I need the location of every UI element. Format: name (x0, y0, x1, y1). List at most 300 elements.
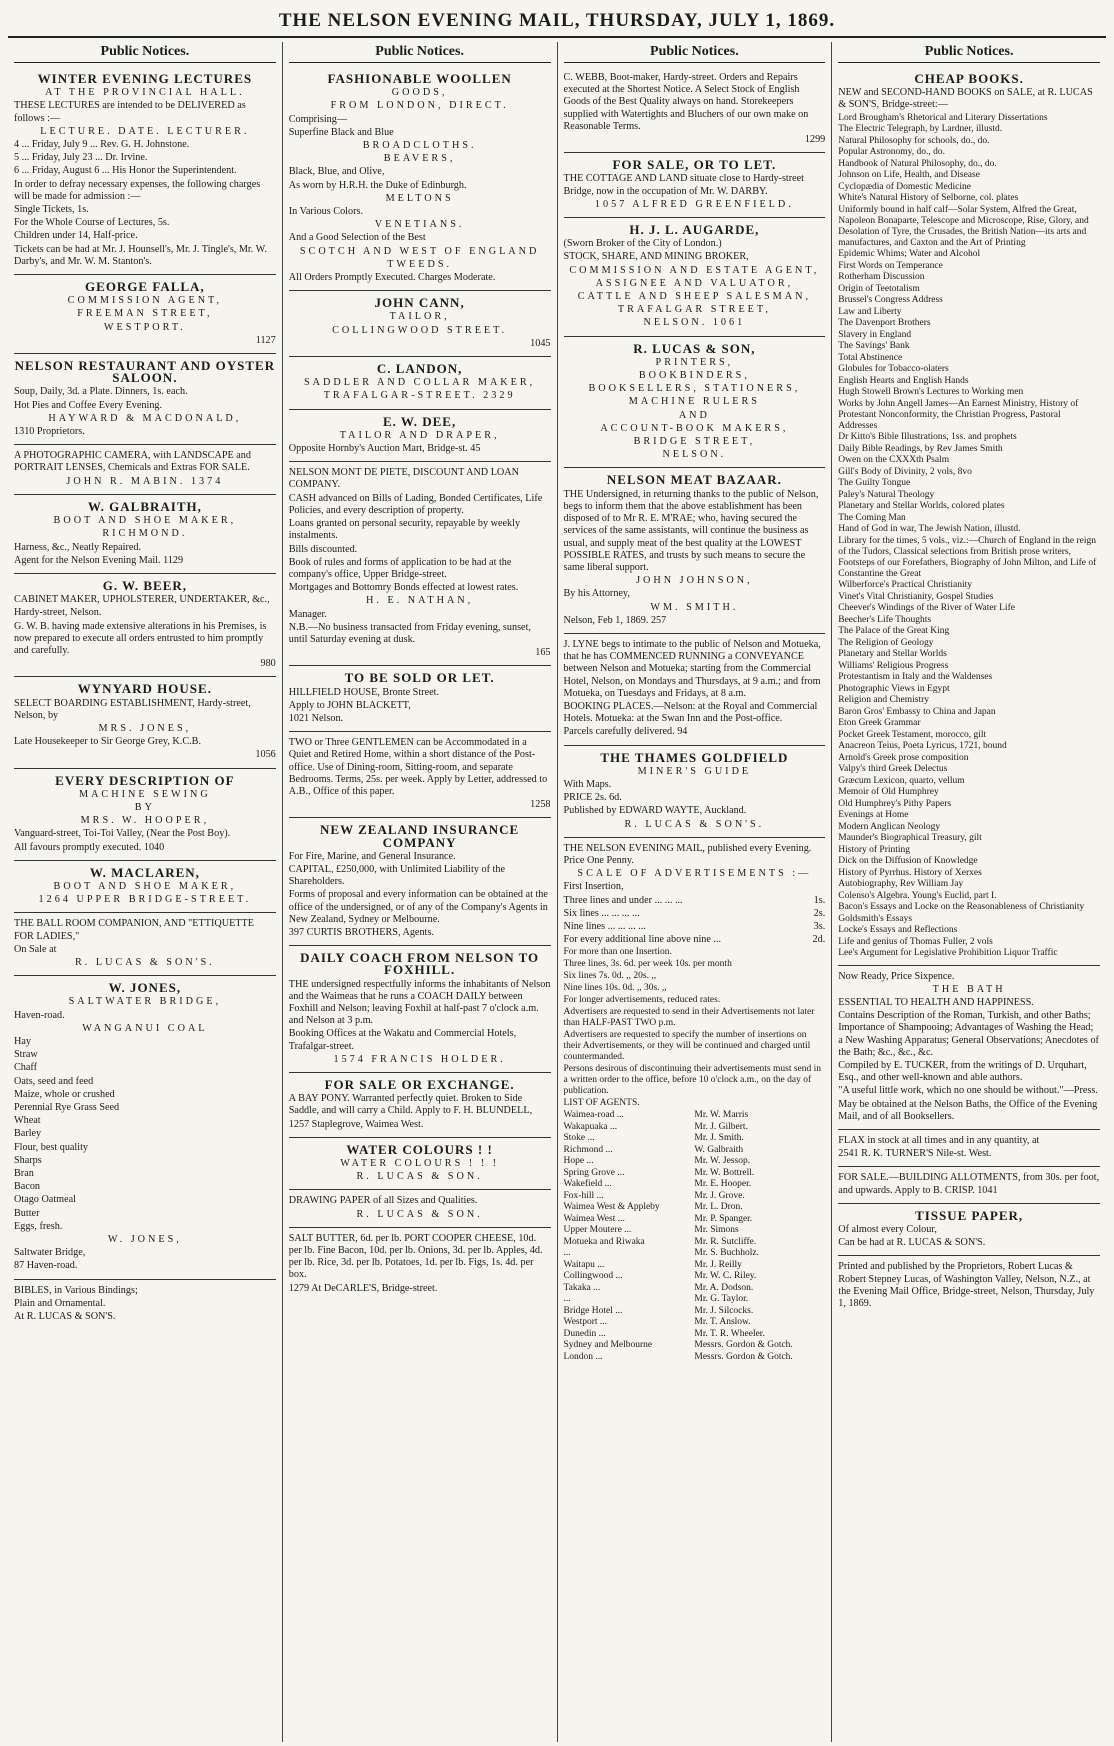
ad-line: JOHN CANN, (374, 295, 465, 311)
advertisement (838, 1130, 1100, 1167)
ad-line: LIST OF AGENTS. (563, 1098, 640, 1109)
book-item: The Palace of the Great King (838, 626, 950, 637)
agent-name: Mr. T. Anslow. (694, 1317, 751, 1328)
book-item: Anacreon Teius, Poeta Lyricus, 1721, bound (838, 741, 1007, 752)
advertisement (838, 1167, 1100, 1203)
ad-line: By his Attorney, (563, 588, 630, 600)
ad-line: For longer advertisements, reduced rates. (563, 995, 721, 1006)
agent-name: Mr. W. Bottrell. (694, 1167, 755, 1178)
ad-line: R. LUCAS & SON. (356, 1171, 483, 1183)
book-item: Memoir of Old Humphrey (838, 787, 939, 798)
ad-line: MACHINE RULERS (628, 396, 760, 408)
ad-line: Harness, &c., Neatly Repaired. (14, 541, 142, 553)
book-item: Globules for Tobacco-olaters (838, 364, 949, 375)
ad-line: 2541 R. K. TURNER'S Nile-st. West. (838, 1148, 992, 1160)
book-item: Planetary and Stellar Worlds, colored plates (838, 501, 1005, 512)
rate-price: 3s. (813, 920, 826, 932)
book-item: Library for the times, 5 vols., viz.:—Church of England in the reign of the Tudors, Classical selections from British prose writers, Footsteps of our Forefathers, Biography of John Milton, and Life of Constantine the Great (838, 535, 1097, 579)
agent-name: Mr. W. Marris (694, 1110, 749, 1121)
ad-line: WATER COLOURS ! ! ! (340, 1158, 500, 1170)
ad-line: 5 ... Friday, July 23 ... Dr. Irvine. (14, 152, 148, 164)
ad-line: J. LYNE begs to intimate to the public of Nelson and Motueka, that he has COMMENCED RUNNING a CONVEYANCE between Nelson and Motueka; starting from the Commercial Hotel, Nelson, on Mondays and Thursdays, at 9 a.m.; and from Motueka, on Tuesdays and Fridays, at 8 a.m. (563, 638, 821, 699)
advertisement (564, 468, 826, 633)
book-item: Colenso's Algebra. Young's Euclid, part I. (838, 890, 997, 901)
ad-line: VENETIANS. (374, 219, 465, 231)
book-item: Gill's Body of Divinity, 2 vols, 8vo (838, 466, 972, 477)
rate-row (564, 921, 826, 933)
ad-line: 1127 (255, 334, 276, 346)
ad-line: THE undersigned respectfully informs the inhabitants of Nelson and the Waimeas that he runs a COACH DAILY between Foxhill and Nelson; leaving Foxhil at half-past 7 o'clock a.m. and Nelson at 3 p.m. (288, 978, 551, 1027)
ad-line: FREEMAN STREET, (77, 308, 213, 320)
book-item: Williams' Religious Progress (838, 660, 949, 671)
book-item: Bacon's Essays and Locke on the Reasonableness of Christianity (838, 902, 1085, 913)
book-item: Life and genius of Thomas Fuller, 2 vols (838, 936, 993, 947)
rate-label: Six lines ... ... ... ... (563, 907, 640, 919)
ad-line: FROM LONDON, DIRECT. (330, 100, 509, 112)
agent-place: Collingwood ... (563, 1271, 623, 1282)
ad-line: (Sworn Broker of the City of London.) (563, 238, 722, 250)
agent-row (564, 1179, 826, 1190)
column-4-ads (838, 67, 1100, 1316)
advertisement (564, 67, 826, 153)
ad-line: "A useful little work, which no one should be without."—Press. (838, 1085, 1098, 1097)
book-item: Maunder's Biographical Treasury, gilt (838, 833, 982, 844)
advertisement (289, 357, 551, 410)
ad-line: 1264 UPPER BRIDGE-STREET. (38, 894, 252, 906)
book-item: The Electric Telegraph, by Lardner, illustd. (838, 124, 1003, 135)
book-item: Epidemic Whims; Water and Alcohol (838, 249, 981, 260)
ad-line: Hot Pies and Coffee Every Evening. (14, 399, 163, 411)
agent-row (564, 1306, 826, 1317)
rate-price: 2d. (812, 934, 826, 946)
ad-line: H. E. NATHAN, (366, 595, 474, 607)
advertisement (14, 67, 276, 275)
ad-line: GOODS, (391, 87, 448, 99)
ad-line: All favours promptly executed. 1040 (14, 841, 165, 853)
ad-line: Advertisers are requested to send in their Advertisements not later than HALF-PAST TWO p.m. (563, 1007, 815, 1029)
ad-line: Wheat (14, 1115, 41, 1127)
book-item: Baron Gros' Embassy to China and Japan (838, 706, 996, 717)
book-item: Cyclopædia of Domestic Medicine (838, 181, 971, 192)
agent-row (564, 1122, 826, 1133)
ad-line: TAILOR, (389, 311, 450, 323)
book-item: Popular Astronomy, do., do. (838, 147, 946, 158)
ad-line: NEW and SECOND-HAND BOOKS on SALE, at R. LUCAS & SON'S, Bridge-street:— (838, 87, 1093, 111)
ad-line: Butter (14, 1207, 40, 1219)
book-item: Eton Greek Grammar (838, 718, 921, 729)
book-item: The Savings' Bank (838, 341, 910, 352)
agent-place: ... (563, 1294, 571, 1305)
agent-name: Mr. W. C. Riley. (694, 1271, 757, 1282)
ad-line: G. W. B. having made extensive alterations in his Premises, is now prepared to execute all orders entrusted to him promptly and carefully. (14, 620, 267, 656)
ad-line: For the Whole Course of Lectures, 5s. (14, 217, 170, 229)
ad-line: FOR SALE.—BUILDING ALLOTMENTS, from 30s. per foot, and upwards. Apply to B. CRISP. 1041 (838, 1172, 1100, 1196)
ad-line: ASSIGNEE AND VALUATOR, (595, 277, 794, 289)
book-item: Daily Bible Readings, by Rev James Smith (838, 443, 1003, 454)
ad-line: TRAFALGAR-STREET. 2329 (323, 390, 516, 402)
ad-line: GEORGE FALLA, (85, 279, 205, 295)
book-item: Autobiography, Rev William Jay (838, 879, 964, 890)
agent-name: Mr. L. Dron. (694, 1202, 743, 1213)
ad-line: W. MACLAREN, (89, 864, 200, 880)
rate-label: Three lines and under ... ... ... (563, 894, 683, 906)
book-item: Græcum Lexicon, quarto, vellum (838, 775, 965, 786)
book-item: Total Abstinence (838, 352, 903, 363)
ad-line: COMMISSION AND ESTATE AGENT, (569, 264, 820, 276)
agent-place: Bridge Hotel ... (563, 1305, 623, 1316)
book-item: Protestantism in Italy and the Waldenses (838, 672, 993, 683)
advertisement (289, 410, 551, 463)
ad-line: Nelson, Feb 1, 1869. 257 (563, 614, 667, 626)
ad-line: 1279 At DeCARLE'S, Bridge-street. (288, 1282, 438, 1294)
ad-line: TWO or Three GENTLEMEN can be Accommodated in a Quiet and Retired Home, within a short distance of the Post-office. Use of Dining-room, Sitting-room, and separate Bedrooms. Terms, 25s. per week. Apply by Letter, addressed to A.B., Office of this paper. (288, 737, 548, 797)
ad-line: SADDLER AND COLLAR MAKER, (304, 377, 536, 389)
ad-line: Otago Oatmeal (14, 1194, 76, 1206)
book-item: The Guilty Tongue (838, 478, 911, 489)
column-4 (832, 42, 1106, 1742)
ad-line: CAPITAL, £250,000, with Unlimited Liability of the Shareholders. (288, 863, 505, 888)
agent-row (564, 1145, 826, 1156)
book-item: Goldsmith's Essays (838, 913, 913, 924)
ad-line: BOOKING PLACES.—Nelson: at the Royal and Commercial Hotels. Motueka: at the Swan Inn and the Post-office. (563, 700, 818, 725)
advertisement (289, 732, 551, 818)
ad-line: Children under 14, Half-price. (14, 230, 138, 242)
agent-row (564, 1202, 826, 1213)
ad-line: HILLFIELD HOUSE, Bronte Street. (288, 686, 439, 698)
book-item: Slavery in England (838, 329, 912, 340)
agent-row (564, 1248, 826, 1259)
ad-line: FASHIONABLE WOOLLEN (327, 71, 512, 86)
ad-line: First Insertion, (563, 881, 624, 893)
ad-line: Tickets can be had at Mr. J. Hounsell's, Mr. J. Tingle's, Mr. W. Darby's, and Mr. W. M. Stanton's. (14, 243, 267, 267)
ad-line: For Fire, Marine, and General Insurance. (288, 850, 456, 862)
agent-place: Wakapuaka ... (563, 1121, 618, 1132)
advertisement (838, 1204, 1100, 1257)
agent-place: Spring Grove ... (563, 1167, 625, 1178)
ad-line: R. LUCAS & SON, (633, 340, 756, 356)
book-item: Brussel's Congress Address (838, 295, 943, 306)
ad-line: JOHN R. MABIN. 1374 (66, 475, 224, 487)
advertisement (14, 574, 276, 677)
ad-line: Forms of proposal and every information can be obtained at the office of the undersigned, or of any of the Company's Agents in New Zealand, Sydney or Melbourne. (288, 889, 548, 925)
agent-row (564, 1191, 826, 1202)
agent-name: Mr. J. Reilly (694, 1259, 742, 1270)
ad-line: TO BE SOLD OR LET. (344, 670, 495, 686)
ad-line: BOOKBINDERS, (638, 370, 750, 382)
ad-line: W. JONES, (107, 1234, 182, 1246)
ad-line: Superfine Black and Blue (288, 126, 394, 138)
agent-name: Mr. A. Dodson. (694, 1282, 754, 1293)
ad-line: Straw (14, 1049, 38, 1061)
ad-line: Saltwater Bridge, (14, 1247, 86, 1259)
ad-line: DRAWING PAPER of all Sizes and Qualities. (288, 1195, 478, 1207)
agent-place: Waimea-road ... (563, 1110, 624, 1121)
ad-line: H. J. L. AUGARDE, (629, 222, 760, 238)
ad-line: WANGANUI COAL (82, 1022, 208, 1034)
ad-line: 1021 Nelson. (288, 712, 344, 724)
ad-line: FLAX in stock at all times and in any quantity, at (838, 1135, 1040, 1147)
agent-place: Hope ... (563, 1156, 594, 1167)
ad-line: May be obtained at the Nelson Baths, the Office of the Evening Mail, and of all Booksellers. (838, 1098, 1098, 1122)
book-item: Beecher's Life Thoughts (838, 614, 932, 625)
ad-line: Of almost every Colour, (838, 1224, 937, 1236)
ad-line: Compiled by E. TUCKER, from the writings of D. Urquhart, Esq., and other well-known and able authors. (838, 1060, 1087, 1084)
agent-row (564, 1340, 826, 1351)
agent-name: Mr. Simons (694, 1225, 739, 1236)
ad-line: Oats, seed and feed (14, 1075, 94, 1087)
ad-line: 1056 (255, 749, 276, 761)
column-heading: Public Notices. (838, 42, 1100, 63)
advertisement (14, 354, 276, 445)
book-item: Handbook of Natural Philosophy, do., do. (838, 158, 997, 169)
ad-line: NELSON. (662, 449, 727, 461)
ad-line: 1299 (804, 134, 826, 146)
book-item: Rotherham Discussion (838, 272, 925, 283)
agent-place: Fox-hill ... (563, 1190, 604, 1201)
agent-place: Takaka ... (563, 1282, 601, 1293)
book-item: Law and Liberty (838, 306, 902, 317)
ad-line: RICHMOND. (102, 528, 188, 540)
ad-line: Apply to JOHN BLACKETT, (288, 699, 411, 711)
advertisement (289, 1138, 551, 1191)
advertisement (564, 746, 826, 838)
ad-line: Bacon (14, 1181, 41, 1193)
agent-name: Mr. J. Silcocks. (694, 1305, 754, 1316)
ad-line: BOOT AND SHOE MAKER, (53, 515, 237, 527)
advertisement (14, 1280, 276, 1330)
ad-line: BRIDGE STREET, (633, 436, 756, 448)
book-item: History of Printing (838, 844, 911, 855)
advertisement (289, 1228, 551, 1301)
column-heading: Public Notices. (289, 42, 551, 63)
ad-line: Soup, Daily, 3d. a Plate. Dinners, 1s. each. (14, 386, 188, 398)
ad-line: ACCOUNT-BOOK MAKERS, (600, 422, 789, 434)
ad-line: 1045 (530, 337, 551, 349)
agent-row (564, 1225, 826, 1236)
ad-line: NELSON MEAT BAZAAR. (606, 472, 782, 488)
ad-line: EVERY DESCRIPTION OF (55, 772, 235, 788)
advertisement (14, 913, 276, 976)
ad-line: Opposite Hornby's Auction Mart, Bridge-st. 45 (288, 443, 481, 455)
ad-line: NEW ZEALAND INSURANCE COMPANY (320, 822, 520, 850)
agent-row (564, 1352, 826, 1363)
ad-line: 87 Haven-road. (14, 1260, 78, 1272)
advertisement (289, 666, 551, 732)
ad-line: WYNYARD HOUSE. (77, 681, 212, 697)
rate-label: Nine lines ... ... ... ... (563, 920, 646, 932)
ad-line: ESSENTIAL TO HEALTH AND HAPPINESS. (838, 997, 1034, 1009)
ad-line: Manager. (288, 608, 327, 620)
ad-line: DAILY COACH FROM NELSON TO FOXHILL. (300, 950, 540, 978)
ad-line: BY (134, 801, 155, 813)
book-item: Paley's Natural Theology (838, 489, 935, 500)
ad-line: C. WEBB, Boot-maker, Hardy-street. Orders and Repairs executed at the Shortest Notice. A Select Stock of English Goods of the Best Quality always on hand. Storekeepers supplied with Watertights and Bluchers of our own make on Reasonable Terms. (563, 72, 809, 132)
ad-line: JOHN JOHNSON, (636, 575, 753, 587)
agent-row (564, 1156, 826, 1167)
column-3 (558, 42, 833, 1742)
ad-line: 1310 Proprietors. (14, 426, 85, 438)
ad-line: MRS. W. HOOPER, (80, 815, 210, 827)
ad-line: BEAVERS, (383, 153, 456, 165)
ad-line: Haven-road. (14, 1009, 65, 1021)
ad-line: CASH advanced on Bills of Lading, Bonded Certificates, Life Policies, and every description of property. (288, 492, 543, 516)
masthead: THE NELSON EVENING MAIL, THURSDAY, JULY 1, 1869. (8, 6, 1106, 38)
ad-line: Nine lines 10s. 0d. ,, 30s. ,, (563, 983, 667, 994)
book-item: Arnold's Greek prose composition (838, 752, 969, 763)
agent-place: Sydney and Melbourne (563, 1340, 653, 1351)
ad-line: Agent for the Nelson Evening Mail. 1129 (14, 554, 184, 566)
ad-line: A BAY PONY. Warranted perfectly quiet. Broken to Side Saddle, and will carry a Child. Apply to F. H. BLUNDELL, (288, 1093, 533, 1117)
ad-line: THE COTTAGE AND LAND situate close to Hardy-street Bridge, now in the occupation of Mr. W. DARBY. (563, 173, 805, 197)
advertisement (838, 1256, 1100, 1316)
book-item: Hugh Stowell Brown's Lectures to Working men (838, 387, 1024, 398)
ad-line: In order to defray necessary expenses, the following charges will be made for admission :— (14, 178, 261, 202)
ad-line: Hay (14, 1036, 31, 1047)
ad-line: FOR SALE, OR TO LET. (612, 157, 777, 173)
ad-line: 1257 Staplegrove, Waimea West. (288, 1118, 424, 1130)
advertisement (564, 838, 826, 1369)
agent-row (564, 1329, 826, 1340)
book-item: Dr Kitto's Bible Illustrations, 1ss. and prophets (838, 432, 1017, 443)
ad-line: HAYWARD & MACDONALD, (48, 412, 242, 424)
ad-line: NELSON. 1061 (643, 317, 746, 329)
agent-name: Messrs. Gordon & Gotch. (694, 1340, 793, 1351)
ad-line: MINER'S GUIDE (637, 765, 752, 777)
advertisement (564, 153, 826, 218)
advertisement (14, 769, 276, 861)
ad-line: With Maps. (563, 778, 612, 790)
advertisement (14, 976, 276, 1279)
book-item: Valpy's third Greek Delectus (838, 764, 948, 775)
advertisement (14, 275, 276, 354)
agent-place: Waimea West ... (563, 1213, 625, 1224)
ad-line: 4 ... Friday, July 9 ... Rev. G. H. Johnstone. (14, 139, 190, 151)
book-item: Evenings at Home (838, 810, 909, 821)
ad-line: On Sale at (14, 943, 57, 955)
ad-line: SALTWATER BRIDGE, (68, 996, 222, 1008)
rate-row (564, 895, 826, 907)
agent-row (564, 1168, 826, 1179)
book-item: English Hearts and English Hands (838, 375, 969, 386)
book-item: Uniformly bound in half calf—Solar System, Alfred the Great, Napoleon Bonaparte, Telescope and Microscope, Rise, Glory, and Desolation of Tyre, the Crusades, the British Nation—its arts and manufactures, and Caxton and the Art of Printing (838, 204, 1089, 248)
ad-line: Six lines 7s. 0d. ,, 20s. ,, (563, 971, 657, 982)
ad-line: Contains Description of the Roman, Turkish, and other Baths; Importance of Shampooing; Advantages of Washing the Head; a New Washing Apparatus; General Observations; Anecdotes of the Bath; &c., &c., &c. (838, 1010, 1099, 1058)
agent-place: Westport ... (563, 1317, 608, 1328)
advertisement (289, 1190, 551, 1227)
ad-line: STOCK, SHARE, AND MINING BROKER, (563, 251, 749, 263)
ad-line: BOOKSELLERS, STATIONERS, (588, 383, 801, 395)
advertisement (289, 1073, 551, 1138)
ad-line: Plain and Ornamental. (14, 1297, 106, 1309)
advertisement (289, 818, 551, 946)
ad-line: PRINTERS, (655, 356, 734, 368)
agent-name: Mr. S. Buchholz. (694, 1248, 760, 1259)
agent-name: Mr. T. R. Wheeler. (694, 1328, 765, 1339)
book-item: Vinet's Vital Christianity, Gospel Studies (838, 591, 994, 602)
rate-price: 2s. (813, 907, 826, 919)
column-3-ads (564, 67, 826, 1368)
book-item: Works by John Angell James—An Earnest Ministry, History of Protestant Nonconformity, the Christian Progress, Pastoral Addresses (838, 398, 1079, 431)
column-1-ads (14, 67, 276, 1329)
book-item: The Religion of Geology (838, 637, 934, 648)
ad-line: THESE LECTURES are intended to be DELIVERED as follows :— (14, 100, 246, 124)
ad-line: All Orders Promptly Executed. Charges Moderate. (288, 272, 496, 284)
agent-name: Mr. J. Grove. (694, 1190, 745, 1201)
ad-line: BROADCLOTHS. (362, 140, 477, 152)
ad-line: Single Tickets, 1s. (14, 204, 89, 216)
ad-line: Bran (14, 1168, 34, 1180)
ad-line: C. LANDON, (376, 361, 463, 377)
advertisement (838, 67, 1100, 966)
book-item: Modern Anglican Neology (838, 821, 941, 832)
ad-line: Published by EDWARD WAYTE, Auckland. (563, 805, 747, 817)
ad-line: G. W. BEER, (102, 577, 188, 593)
book-item: Wilberforce's Practical Christianity (838, 580, 973, 591)
book-item: Dick on the Diffusion of Knowledge (838, 856, 978, 867)
ad-line: Book of rules and forms of application to be had at the company's office, Upper Bridge-street. (288, 556, 512, 580)
ad-line: Three lines, 3s. 6d. per week 10s. per month (563, 959, 732, 970)
ad-line: Barley (14, 1128, 42, 1140)
agent-place: ... (563, 1248, 571, 1259)
column-1 (8, 42, 283, 1742)
advertisement (14, 445, 276, 495)
ad-line: NELSON MONT DE PIETE, DISCOUNT AND LOAN COMPANY. (288, 467, 520, 491)
ad-line: THE THAMES GOLDFIELD (600, 749, 789, 765)
agent-place: Upper Moutere ... (563, 1225, 632, 1236)
advertisement (14, 861, 276, 914)
ad-line: R. LUCAS & SON'S. (75, 956, 215, 968)
ad-line: WM. SMITH. (650, 601, 739, 613)
advertisement (14, 495, 276, 574)
ad-line: Now Ready, Price Sixpence. (838, 970, 955, 982)
agent-row (564, 1317, 826, 1328)
ad-line: 1057 ALFRED GREENFIELD. (594, 198, 794, 210)
advertisement (289, 291, 551, 357)
ad-line: AND (678, 409, 710, 421)
book-item: Hand of God in war, The Jewish Nation, illustd. (838, 524, 1021, 535)
ad-line: And a Good Selection of the Best (288, 232, 426, 244)
agent-row (564, 1294, 826, 1305)
ad-line: W. JONES, (108, 980, 182, 996)
agent-place: Waimea West & Appleby (563, 1202, 660, 1213)
book-item: Cheever's Windings of the River of Water Life (838, 603, 1015, 614)
agent-place: Richmond ... (563, 1144, 613, 1155)
ad-line: Late Housekeeper to Sir George Grey, K.C.B. (14, 736, 202, 748)
agent-place: London ... (563, 1351, 603, 1362)
ad-line: For more than one Insertion. (563, 947, 672, 958)
agent-name: Mr. E. Hooper. (694, 1179, 752, 1190)
ad-line: TRAFALGAR STREET, (617, 304, 771, 316)
agent-row (564, 1260, 826, 1271)
book-item: Photographic Views in Egypt (838, 683, 950, 694)
book-item: White's Natural History of Selborne, col. plates (838, 193, 1019, 204)
ad-line: 165 (535, 647, 551, 659)
ad-line: 397 CURTIS BROTHERS, Agents. (288, 926, 434, 938)
rate-row (564, 908, 826, 920)
advertisement (564, 634, 826, 746)
ad-line: Mortgages and Bottomry Bonds effected at lowest rates. (288, 582, 519, 594)
book-item: First Words on Temperance (838, 260, 943, 271)
agent-name: Mr. W. Jessop. (694, 1156, 751, 1167)
agent-name: Mr. G. Taylor. (694, 1294, 749, 1305)
ad-line: SCOTCH AND WEST OF ENGLAND (299, 245, 540, 257)
book-item: Religion and Chemistry (838, 695, 930, 706)
ad-line: R. LUCAS & SON'S. (624, 818, 765, 830)
agent-name: Mr. J. Gilbert. (694, 1121, 748, 1132)
column-2 (283, 42, 558, 1742)
ad-line: At R. LUCAS & SON'S. (14, 1311, 116, 1323)
ad-line: 980 (260, 658, 276, 670)
